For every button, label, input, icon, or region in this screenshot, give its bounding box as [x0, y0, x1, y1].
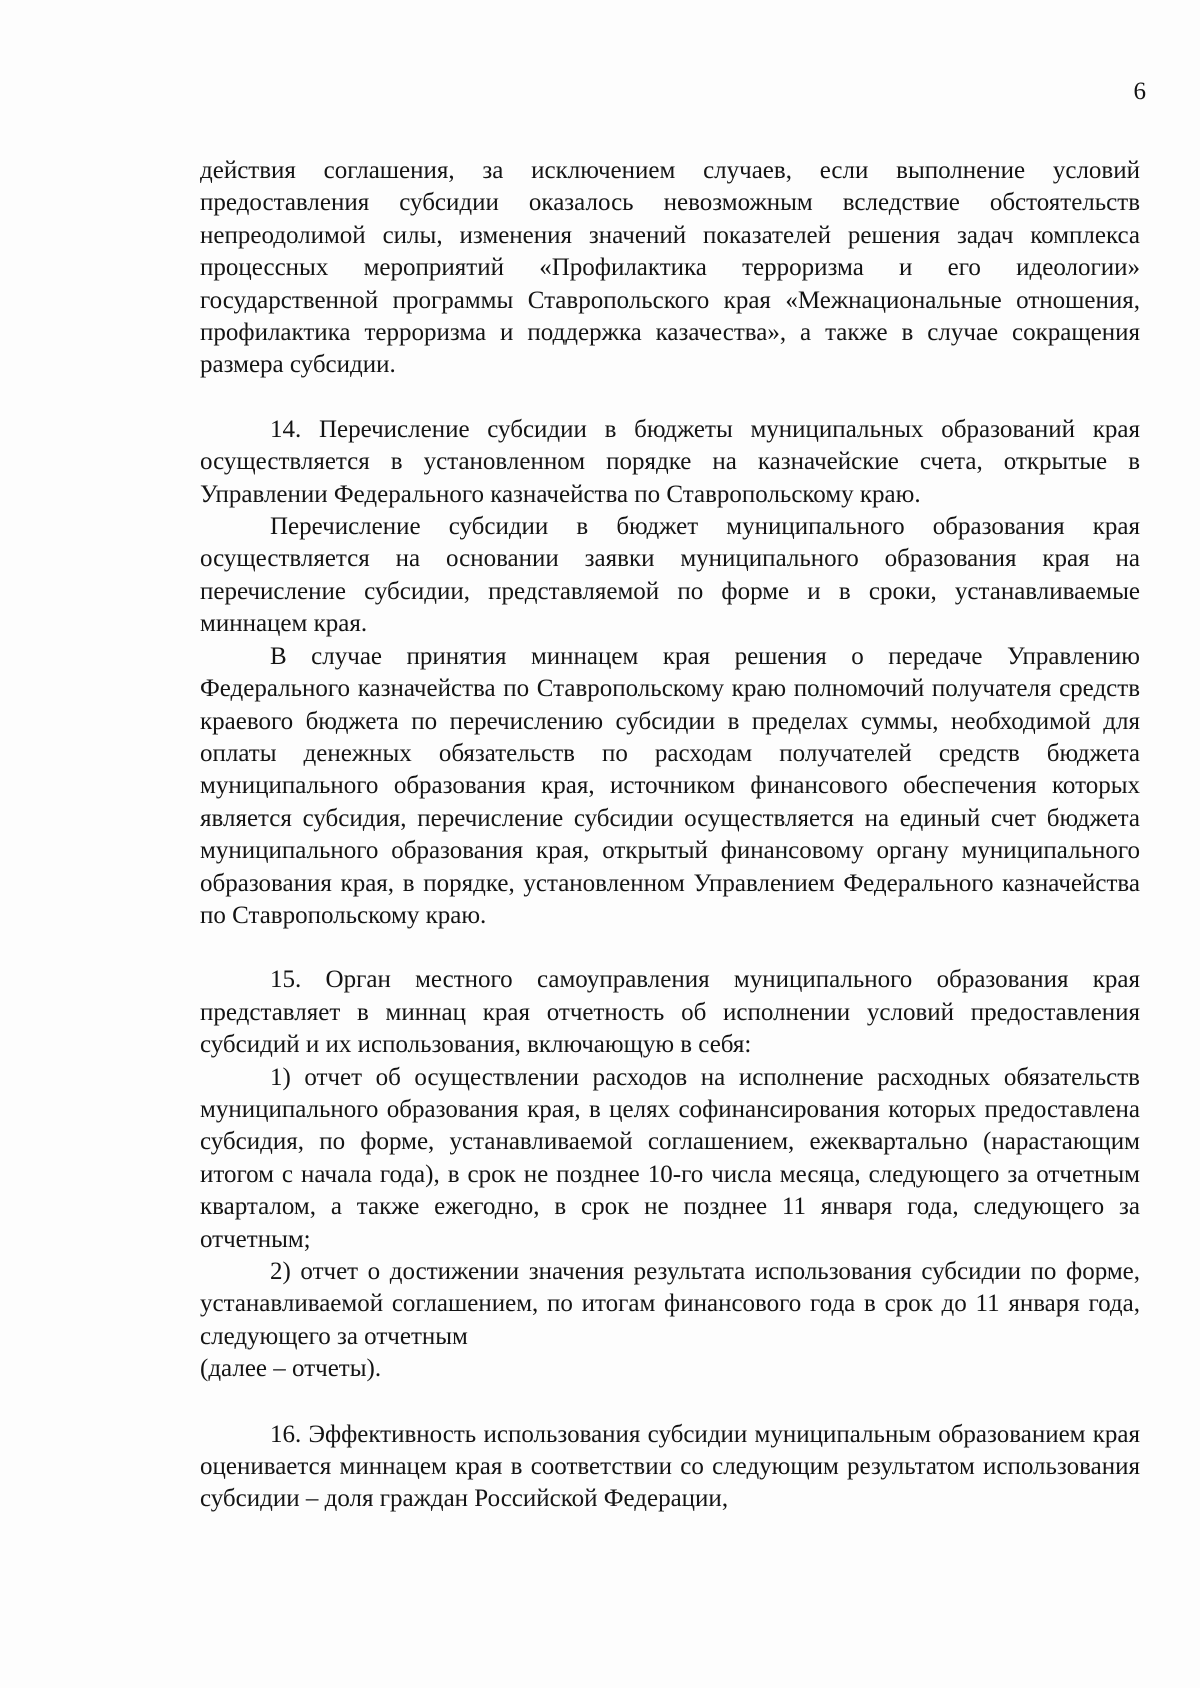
document-body [200, 155, 1140, 1516]
paragraph-15-item-1: 1) отчет об осуществлении расходов на исполнение расходных обязательств муниципального образования края, в целях софинансирования которых предоставлена субсидия, по форме, устанавливаемой соглашением, ежеквартально (нарастающим итогом с начала года), в срок не позднее 10-го числа месяца, следующего за отчетным кварталом, а также ежегодно, в срок не позднее 11 января года, следующего за отчетным; [200, 1063, 1140, 1253]
paragraph-15-closing: (далее – отчеты). [200, 1355, 382, 1383]
paragraph-14-treasury: В случае принятия миннацем края решения о передаче Управлению Федерального казначейства по Ставропольскому краю полномочий получателя средств краевого бюджета по перечислению субсидии в пределах суммы, необходимой для оплаты денежных обязательств по расходам получателей средств бюджета муниципального образования края, источником финансового обеспечения которых является субсидия, перечисление субсидии осуществляется на единый счет бюджета муниципального образования края, открытый финансовому органу муниципального образования края, в порядке, установленном Управлением Федерального казначейства по Ставропольскому краю. [200, 642, 1140, 929]
paragraph-continuation: действия соглашения, за исключением случаев, если выполнение условий предоставления субсидии оказалось невозможным вследствие обстоятельств непреодолимой силы, изменения значений показателей решения задач комплекса процессных мероприятий «Профилактика терроризма и его идеологии» государственной программы Ставропольского края «Межнациональные отношения, профилактика терроризма и поддержка казачества», а также в случае сокращения размера субсидии. [200, 157, 1140, 379]
page-number: 6 [1133, 78, 1146, 105]
paragraph-15: 15. Орган местного самоуправления муниципального образования края представляет в миннац края отчетность об исполнении условий предоставления субсидий и их использования, включающую в себя: [200, 966, 1140, 1059]
paragraph-16: 16. Эффективность использования субсидии муниципальным образованием края оценивается миннацем края в соответствии со следующим результатом использования субсидии – доля граждан Российской Федерации, [200, 1420, 1140, 1513]
paragraph-15-item-2: 2) отчет о достижении значения результата использования субсидии по форме, устанавливаемой соглашением, по итогам финансового года в срок до 11 января года, следующего за отчетным [200, 1258, 1140, 1350]
paragraph-14-transfer: Перечисление субсидии в бюджет муниципального образования края осуществляется на основании заявки муниципального образования края на перечисление субсидии, представляемой по форме и в сроки, устанавливаемые миннацем края. [200, 513, 1140, 638]
paragraph-14: 14. Перечисление субсидии в бюджеты муниципальных образований края осуществляется в установленном порядке на казначейские счета, открытые в Управлении Федерального казначейства по Ставропольскому краю. [200, 415, 1140, 508]
